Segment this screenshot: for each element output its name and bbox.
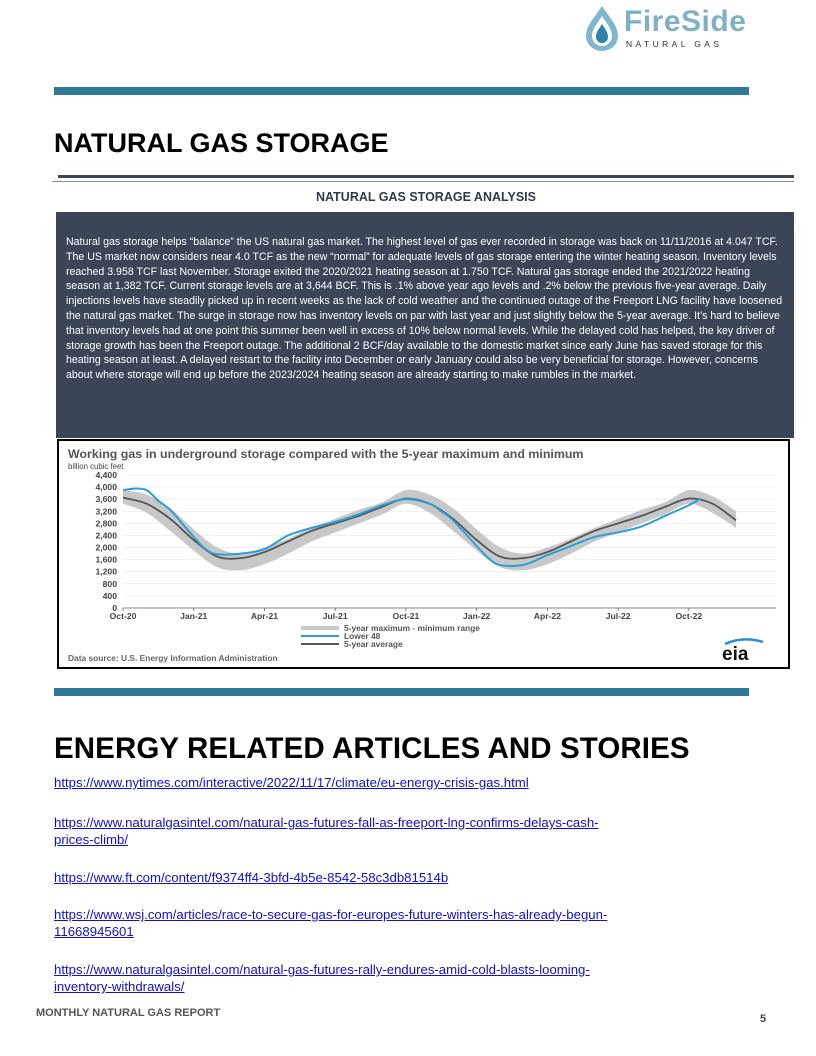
y-tick-label: 3,200 xyxy=(95,506,117,517)
flame-drop-icon xyxy=(582,4,622,52)
y-tick-label: 0 xyxy=(112,603,117,613)
x-tick-label: Apr-21 xyxy=(250,611,279,621)
article-link-ft[interactable]: https://www.ft.com/content/f9374ff4-3bfd-4b5e-8542-58c3db81514b xyxy=(54,870,449,885)
title-underline xyxy=(58,175,794,178)
section-divider xyxy=(54,688,749,696)
article-link-naturalgasintel-1[interactable]: https://www.naturalgasintel.com/natural-gas-futures-fall-as-freeport-lng-confirms-delays-cash- prices-climb/ xyxy=(54,815,599,847)
chart-x-ticks xyxy=(110,608,703,621)
chart-y-ticks xyxy=(95,470,117,613)
y-tick-label: 1,200 xyxy=(95,566,117,577)
fireside-logo xyxy=(582,4,772,52)
y-tick-label: 4,400 xyxy=(95,470,117,480)
x-tick-label: Jan-22 xyxy=(463,611,491,621)
section-title-articles: ENERGY RELATED ARTICLES AND STORIES xyxy=(54,732,690,765)
eia-logo xyxy=(722,639,763,665)
legend-label: 5-year average xyxy=(344,639,403,649)
x-tick-label: Oct-22 xyxy=(675,611,703,621)
chart-source: Data source: U.S. Energy Information Administration xyxy=(68,653,278,663)
legend-label: 5-year maximum - minimum range xyxy=(344,623,480,633)
section-title-storage: NATURAL GAS STORAGE xyxy=(54,128,389,158)
y-tick-label: 2,800 xyxy=(95,518,117,529)
y-tick-label: 3,600 xyxy=(95,494,117,505)
storage-chart xyxy=(57,439,790,669)
x-tick-label: Oct-21 xyxy=(392,611,420,621)
x-tick-label: Oct-20 xyxy=(109,611,137,621)
logo-subtitle: NATURAL GAS xyxy=(626,39,723,49)
x-tick-label: Jul-22 xyxy=(605,611,631,621)
article-link-nytimes[interactable]: https://www.nytimes.com/interactive/2022/11/17/climate/eu-energy-crisis-gas.html xyxy=(54,775,529,790)
y-tick-label: 1,600 xyxy=(95,554,117,565)
header-divider xyxy=(54,87,749,95)
chart-y-axis-label: billion cubic feet xyxy=(68,462,124,471)
y-tick-label: 2,400 xyxy=(95,530,117,541)
legend-label: Lower 48 xyxy=(344,631,381,641)
analysis-panel xyxy=(56,212,794,438)
chart-legend xyxy=(301,623,480,649)
storage-chart-svg xyxy=(59,441,788,667)
title-underline-thin xyxy=(52,181,794,182)
article-link-naturalgasintel-2[interactable]: https://www.naturalgasintel.com/natural-gas-futures-rally-endures-amid-cold-blasts-looming- inventory-withdrawals/ xyxy=(54,962,590,994)
eia-logo-text: eia xyxy=(722,644,749,665)
y-tick-label: 4,000 xyxy=(95,482,117,493)
footer-report-name: MONTHLY NATURAL GAS REPORT xyxy=(36,1007,221,1019)
y-tick-label: 400 xyxy=(102,590,117,601)
analysis-subheading: NATURAL GAS STORAGE ANALYSIS xyxy=(316,190,536,204)
y-tick-label: 2,000 xyxy=(95,542,117,553)
chart-title: Working gas in underground storage compared with the 5-year maximum and minimum xyxy=(68,447,584,461)
footer-page-number: 5 xyxy=(760,1013,767,1025)
logo-wordmark: FireSide xyxy=(624,5,747,38)
y-tick-label: 800 xyxy=(102,578,117,589)
x-tick-label: Jul-21 xyxy=(322,611,348,621)
article-link-wsj[interactable]: https://www.wsj.com/articles/race-to-secure-gas-for-europes-future-winters-has-already-begun- 11668945601 xyxy=(54,907,608,939)
x-tick-label: Apr-22 xyxy=(533,611,562,621)
series-5yr-range-band xyxy=(123,490,736,571)
x-tick-label: Jan-21 xyxy=(180,611,208,621)
chart-series xyxy=(123,489,736,571)
analysis-paragraph: Natural gas storage helps “balance” the US natural gas market. The highest level of gas ever recorded in storage was back on 11/11/2016 at 4.047 TCF. The US market now considers near 4.0 TCF as the new “normal” for adequate levels of gas storage entering the winter heating season. Inventory levels reached 3.958 TCF last November. Storage exited the 2020/2021 heating season at 1.750 TCF. Natural gas storage ended the 2021/2022 heating season at 1,382 TCF. Current storage levels are at 3,644 BCF. This is .1% above year ago levels and .2% below the previous five-year average. Daily injections levels have steadily picked up in recent weeks as the lack of cold weather and the continued outage of the Freeport LNG facility have loosened the natural gas market. The surge in storage now has inventory levels on par with last year and just slightly below the 5-year average. It’s hard to believe that inventory levels had at one point this summer been well in excess of 10% below normal levels. While the delayed cold has helped, the key driver of storage growth has been the Freeport outage. The additional 2 BCF/day available to the domestic market since early June has saved storage for this heating season at least. A delayed restart to the facility into December or early January could also be very beneficial for storage. However, concerns about where storage will end up before the 2023/2024 heating season are already starting to make rumbles in the market. xyxy=(66,236,783,382)
